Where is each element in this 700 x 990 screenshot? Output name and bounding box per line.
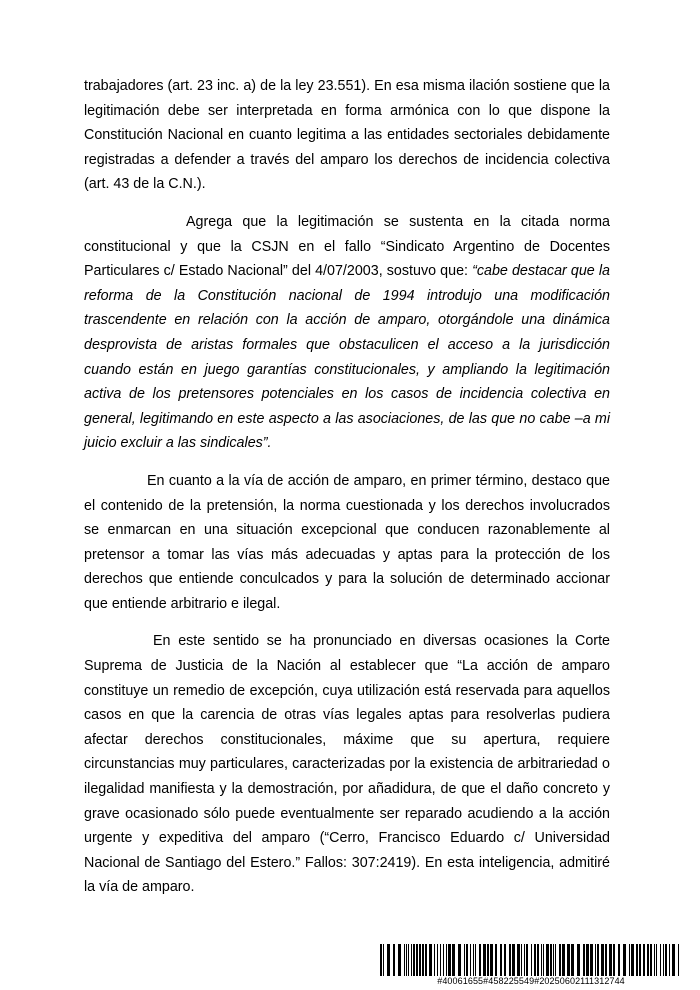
barcode-bar: [555, 944, 556, 976]
barcode-bar: [466, 944, 468, 976]
barcode-bar: [406, 944, 407, 976]
barcode-bar: [595, 944, 596, 976]
barcode-bar: [618, 944, 620, 976]
paragraph-legitimation-art-43: [84, 74, 610, 197]
barcode-bar: [380, 944, 382, 976]
barcode-bar: [429, 944, 432, 976]
barcode-bar: [464, 944, 465, 976]
barcode-bar: [448, 944, 451, 976]
barcode-bar: [643, 944, 645, 976]
barcode-bar: [609, 944, 612, 976]
paragraph-amparo-path: [84, 469, 610, 617]
barcode-bar: [446, 944, 447, 976]
barcode-bar: [526, 944, 528, 976]
barcode-bar: [434, 944, 435, 976]
barcode-number: #40061655#458225549#20250602111312744: [437, 976, 625, 986]
barcode-bar: [623, 944, 626, 976]
document-barcode: [380, 944, 682, 986]
barcode-bar: [663, 944, 664, 976]
barcode-bar: [500, 944, 502, 976]
barcode-bar: [537, 944, 539, 976]
barcode-bar: [473, 944, 474, 976]
barcode-bar: [636, 944, 638, 976]
barcode-bar: [654, 944, 655, 976]
barcode-bar: [550, 944, 552, 976]
barcode-bar: [419, 944, 421, 976]
barcode-bar: [559, 944, 561, 976]
barcode-bar: [404, 944, 405, 976]
barcode-bar: [458, 944, 461, 976]
barcode-bar: [416, 944, 418, 976]
barcode-bar: [665, 944, 667, 976]
paragraph-text: En cuanto a la vía de acción de amparo, en primer término, destaco que el contenido de la pretensión, la norma cuestionada y los derechos involucrados se enmarcan en una situación excepcional que conducen razonablemente al pretensor a tomar las vías más adecuadas y aptas para la protección de los derechos que entiende conculcados y para la solución de determinado accionar que entiende arbitrario e ilegal.: [84, 472, 610, 612]
barcode-bar: [601, 944, 604, 976]
barcode-bar: [490, 944, 493, 976]
barcode-bar: [553, 944, 554, 976]
barcode-bar: [562, 944, 565, 976]
document-body: [84, 74, 610, 900]
barcode-bar: [512, 944, 515, 976]
barcode-bar: [475, 944, 476, 976]
barcode-bar: [567, 944, 570, 976]
barcode-bar: [408, 944, 409, 976]
paragraph-text: Agrega que la legitimación se sustenta en la citada norma constitucional y que la CSJN en el fallo “Sindicato Argentino de Docentes Particulares c/ Estado Nacional” del 4/07/2003, sostuvo que:: [84, 213, 610, 280]
barcode-bar: [571, 944, 574, 976]
barcode-bar: [411, 944, 412, 976]
paragraph-text: trabajadores (art. 23 inc. a) de la ley 23.551). En esa misma ilación sostiene que la legitimación debe ser interpretada en forma armónica con lo que dispone la Constitución Nacional en cuanto legitima a las entidades sectoriales debidamente registradas a defender a través del amparo los derechos de incidencia colectiva (art. 43 de la C.N.).: [84, 78, 610, 193]
barcode-bar: [672, 944, 675, 976]
barcode-bar: [524, 944, 525, 976]
paragraph-corte-suprema: [84, 629, 610, 900]
barcode-bar: [479, 944, 481, 976]
barcode-bar: [504, 944, 506, 976]
barcode-bar: [541, 944, 542, 976]
barcode-bar: [650, 944, 652, 976]
barcode-bar: [398, 944, 401, 976]
barcode-bar: [678, 944, 679, 976]
barcode-bar: [387, 944, 390, 976]
barcode-bar: [531, 944, 532, 976]
barcode-bar: [413, 944, 415, 976]
barcode-bar: [383, 944, 384, 976]
barcode-bar: [393, 944, 395, 976]
paragraph-csjn-ruling: [84, 210, 610, 456]
barcode-bar: [639, 944, 641, 976]
barcode-bar: [509, 944, 511, 976]
barcode-bar: [543, 944, 544, 976]
barcode-bar: [483, 944, 486, 976]
barcode-bar: [590, 944, 593, 976]
barcode-bar: [487, 944, 489, 976]
barcode-bar: [613, 944, 615, 976]
barcode-bar: [534, 944, 536, 976]
barcode-bar: [656, 944, 657, 976]
barcode-bar: [425, 944, 427, 976]
barcode-bar: [495, 944, 497, 976]
barcode-bar: [546, 944, 549, 976]
barcode-bar: [597, 944, 599, 976]
barcode-bar: [631, 944, 634, 976]
csjn-quote: “cabe destacar que la reforma de la Constitución nacional de 1994 introdujo una modificación trascendente en relación con la acción de amparo, otorgándole una dinámica desprovista de aristas formales que obstaculicen el acceso a la jurisdicción cuando están en juego garantías constitucionales, y ampliando la legitimación activa de los pretensores potenciales en los casos de incidencia colectiva en general, legitimando en este aspecto a las asociaciones, de las que no cabe –a mi juicio excluir a las sindicales”.: [84, 263, 610, 452]
barcode-bar: [517, 944, 520, 976]
barcode-bar: [422, 944, 424, 976]
barcode-bar: [452, 944, 455, 976]
barcode-graphic: [380, 944, 682, 976]
barcode-bar: [647, 944, 649, 976]
barcode-bar: [521, 944, 522, 976]
barcode-bar: [583, 944, 585, 976]
barcode-bar: [443, 944, 444, 976]
barcode-bar: [470, 944, 471, 976]
barcode-bar: [577, 944, 580, 976]
barcode-bar: [437, 944, 438, 976]
barcode-bar: [586, 944, 589, 976]
barcode-bar: [605, 944, 607, 976]
barcode-bar: [660, 944, 661, 976]
barcode-bar: [669, 944, 670, 976]
barcode-bar: [440, 944, 441, 976]
barcode-bar: [629, 944, 630, 976]
paragraph-text: En este sentido se ha pronunciado en diversas ocasiones la Corte Suprema de Justicia de la Nación al establecer que “La acción de amparo constituye un remedio de excepción, cuya utilización está reservada para aquellos casos en que la carencia de otras vías legales aptas para resolverlas pudiera afectar derechos constitucionales, máxime que su apertura, requiere circunstancias muy particulares, caracterizadas por la existencia de arbitrariedad o ilegalidad manifiesta y la demostración, por añadidura, de que el daño concreto y grave ocasionado sólo puede eventualmente ser reparado acudiendo a la acción urgente y expeditiva del amparo (“Cerro, Francisco Eduardo c/ Universidad Nacional de Santiago del Estero.” Fallos: 307:2419). En esta inteligencia, admitiré la vía de amparo.: [84, 633, 610, 896]
